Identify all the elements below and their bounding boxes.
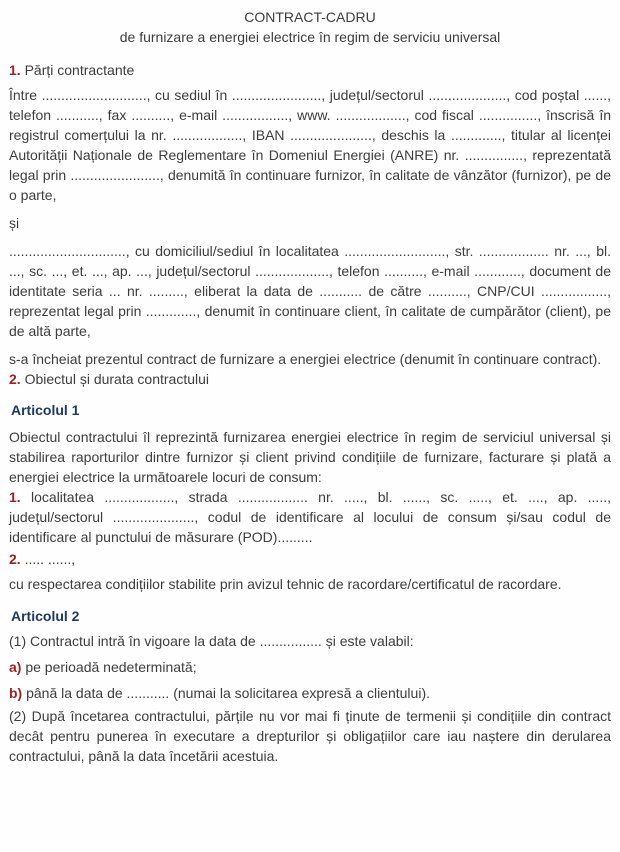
list-item-1 [9,487,611,547]
section-1-number: 1. [9,62,21,78]
paragraph-obiect: Obiectul contractului îl reprezintă furnizarea energiei electrice în regim de serviciul universal și stabilirea raporturilor dintre furnizor și client privind condițiile de furnizare, facturare și plată a energiei electrice la următoarele locuri de consum: [9,429,611,485]
paragraph-vigoare: (1) Contractul intră în vigoare la data de ................ și este valabil: [9,633,414,649]
paragraph-incetare: (2) După încetarea contractului, părțile nu vor mai fi ținute de termenii și condițiile din contract decât pentru punerea în executare a drepturilor și obligațiilor care iau naștere din derularea contractului, până la data încetării acestuia. [9,708,611,764]
section-2-number: 2. [9,371,21,387]
list-item-b-number: b) [9,685,23,701]
section-2-heading-text: Obiectul și durata contractului [24,371,210,387]
paragraph-aviz: cu respectarea condițiilor stabilite prin avizul tehnic de racordare/certificatul de racordare. [9,576,562,592]
document-title: CONTRACT-CADRU [244,9,376,25]
document-subtitle: de furnizare a energiei electrice în regim de serviciu universal [119,29,501,45]
paragraph-furnizor: Între ..........................., cu sediul în ......................., județul/sectorul ...................., cod poștal ......, telefon ..........., fax .........., e-mail ................., www. .................., cod fiscal ..............., înscrisă în registrul comerțului la nr. .................., IBAN ....................., deschis la ............., titular al licenței Autorității Naționale de Reglementare în Domeniul Energiei (ANRE) nr. ..............., reprezentată legal prin ......................., denumită în continuare furnizor, în calitate de vânzător (furnizor), pe de o parte, [9,87,611,203]
list-item-a [9,657,611,677]
articol-1-heading: Articolul 1 [11,402,80,418]
list-item-2 [9,549,611,569]
list-item-b-text: până la data de ........... (numai la solicitarea expresă a clientului). [26,685,430,701]
section-1-heading [9,60,611,80]
section-2-heading [9,369,611,389]
section-1-heading-text: Părți contractante [24,62,135,78]
list-item-1-text: localitatea .................., strada .................. nr. ....., bl. ......, sc. ....., et. ...., ap. ....., județul/sectorul ....................., codul de identificare al locului de consum și/sau codul de identificare al punctului de măsurare (POD)......... [9,489,611,545]
list-item-1-number: 1. [9,489,21,505]
list-item-a-number: a) [9,659,22,675]
paragraph-client: .............................., cu domiciliul/sediul în localitatea .........................., str. .................. nr. ..., bl. ..., sc. ..., et. ..., ap. ..., județul/sectorul ..................., telefon .........., e-mail ............, document de identitate seria ... nr. ........., eliberat la data de ........... de către .........., CNP/CUI ................., reprezentat legal prin ............., denumit în continuare client, în calitate de cumpărător (client), pe de altă parte, [9,243,611,339]
list-item-b [9,683,611,703]
articol-2-heading: Articolul 2 [11,608,80,624]
list-item-2-number: 2. [9,551,21,567]
list-item-2-text: ..... ......, [24,551,76,567]
paragraph-incheiere: s-a încheiat prezentul contract de furnizare a energiei electrice (denumit în continuare contract). [9,351,602,367]
list-item-a-text: pe perioadă nedeterminată; [25,659,197,675]
conjunction-si: și [9,215,20,231]
